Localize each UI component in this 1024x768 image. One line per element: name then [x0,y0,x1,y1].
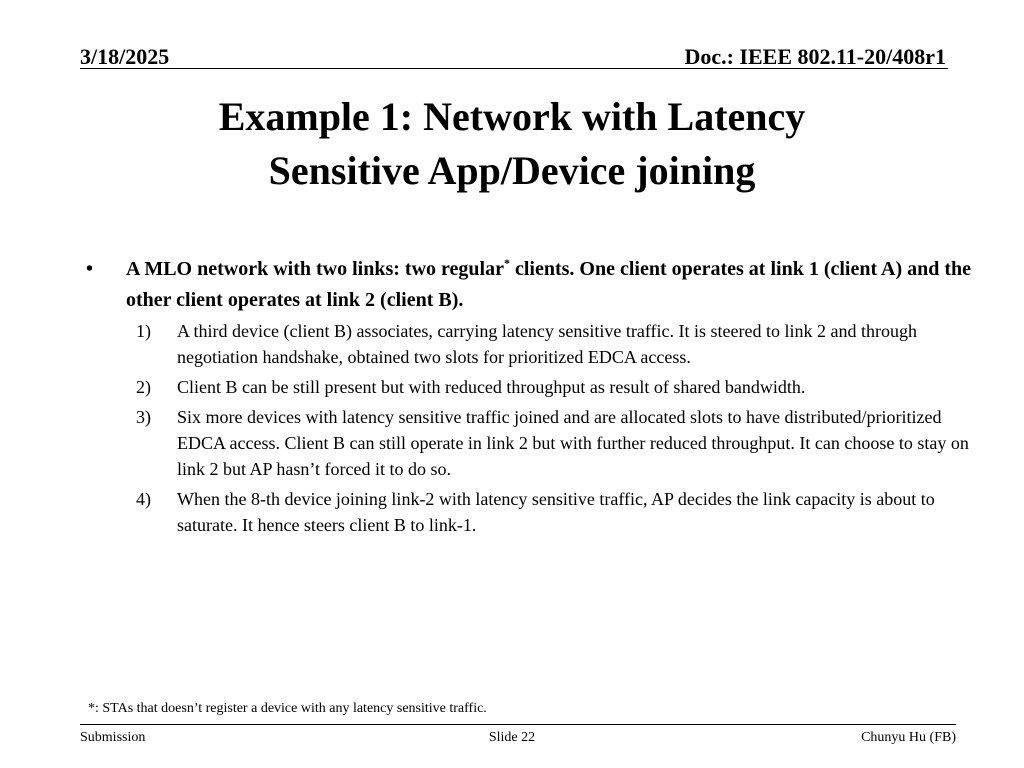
main-bullet-text-start: A MLO network with two links: two regular [126,258,504,280]
slide-title-line-2: Sensitive App/Device joining [268,148,756,193]
list-item-text: Six more devices with latency sensitive traffic joined and are allocated slots to have distributed/prioritized EDCA access. Client B can still operate in link 2 but with further reduced throughput. It can choose to stay on link 2 but AP hasn’t forced it to do so. [177,407,969,479]
slide-body [80,254,985,542]
list-item-text: A third device (client B) associates, carrying latency sensitive traffic. It is steered to link 2 and through negotiation handshake, obtained two slots for prioritized EDCA access. [177,321,917,367]
numbered-list [80,318,985,538]
footer-slide-number: Slide 22 [488,730,536,745]
list-item-text: When the 8-th device joining link-2 with latency sensitive traffic, AP decides the link capacity is about to saturate. It hence steers client B to link-1. [177,489,935,535]
footer-divider [80,724,956,725]
list-item-text: Client B can be still present but with reduced throughput as result of shared bandwidth. [177,377,806,397]
main-bullet [80,254,985,316]
main-bullet-text [126,254,985,316]
header-date: 3/18/2025 [80,44,170,69]
list-item [136,374,985,400]
list-item [136,486,985,538]
list-item-number: 4) [136,489,151,509]
list-item-number: 1) [136,321,151,341]
header-document-id: Doc.: IEEE 802.11-20/408r1 [684,44,946,69]
footer-submission: Submission [80,730,146,745]
slide-title-line-1: Example 1: Network with Latency [218,94,806,139]
bullet-marker: • [86,258,94,280]
list-item [136,318,985,370]
main-bullet-text-end: clients. One client operates at link 1 (client A) and the other client operates at link 2 (client B). [126,258,972,311]
slide-title [100,90,924,198]
list-item [136,404,985,482]
list-item-number: 3) [136,407,151,427]
header-divider [80,68,948,69]
footnote: *: STAs that doesn’t register a device with any latency sensitive traffic. [88,701,487,716]
footnote-marker: * [503,256,510,270]
list-item-number: 2) [136,377,151,397]
footer-author: Chunyu Hu (FB) [861,730,956,745]
